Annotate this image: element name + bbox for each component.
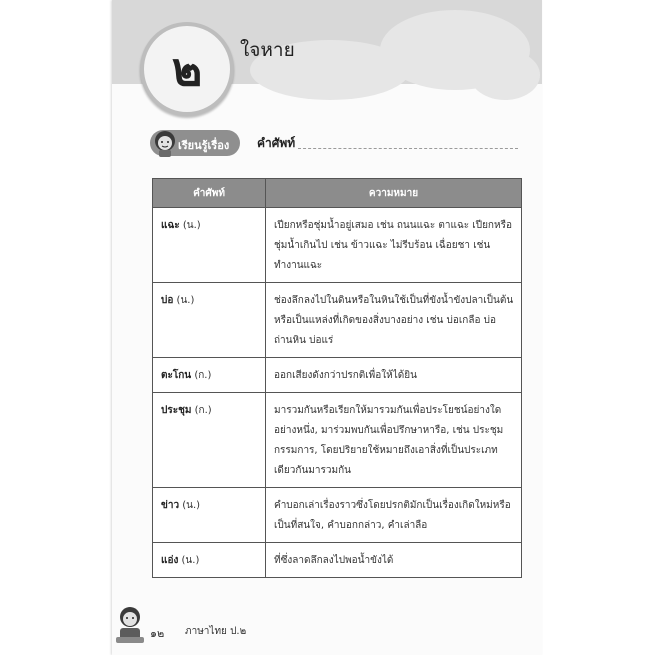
part-of-speech: (ก.) bbox=[194, 370, 212, 381]
meaning-cell: คำบอกเล่าเรื่องราวซึ่งโดยปรกติมักเป็นเรื่องเกิดใหม่หรือเป็นที่สนใจ, คำบอกกล่าว, คำเล่าลือ bbox=[266, 488, 522, 543]
vocab-word: บ่อ bbox=[161, 295, 174, 306]
vocab-word: ตะโกน bbox=[161, 370, 192, 381]
vocab-word: แอ่ง bbox=[161, 555, 179, 566]
table-row bbox=[153, 283, 522, 358]
vocab-word: ประชุม bbox=[161, 405, 192, 416]
page-number: ๑๒ bbox=[150, 627, 165, 640]
section-heading: คำศัพท์ bbox=[257, 136, 296, 150]
word-cell bbox=[153, 283, 266, 358]
footer-subject: ภาษาไทย ป.๒ bbox=[185, 626, 247, 637]
part-of-speech: (น.) bbox=[182, 500, 201, 511]
cartoon-girl-icon bbox=[152, 128, 178, 158]
chapter-number: ๒ bbox=[171, 42, 203, 96]
part-of-speech: (ก.) bbox=[194, 405, 212, 416]
section-label: เรียนรู้เรื่อง bbox=[178, 139, 230, 152]
vocabulary-table bbox=[152, 178, 522, 578]
table-row bbox=[153, 488, 522, 543]
table-row bbox=[153, 208, 522, 283]
meaning-cell: เปียกหรือชุ่มน้ำอยู่เสมอ เช่น ถนนแฉะ ตาแฉะ เปียกหรือชุ่มน้ำเกินไป เช่น ข้าวแฉะ ไม่รีบร้อน เฉื่อยชา เช่น ทำงานแฉะ bbox=[266, 208, 522, 283]
part-of-speech: (น.) bbox=[176, 295, 195, 306]
word-cell bbox=[153, 208, 266, 283]
meaning-cell: ช่องลึกลงไปในดินหรือในหินใช้เป็นที่ขังน้ำขังปลาเป็นต้น หรือเป็นแหล่งที่เกิดของสิ่งบางอย่าง เช่น บ่อเกลือ บ่อถ่านหิน บ่อแร่ bbox=[266, 283, 522, 358]
section-header bbox=[150, 128, 520, 158]
word-cell bbox=[153, 358, 266, 393]
chapter-badge bbox=[140, 22, 234, 116]
section-divider bbox=[298, 148, 518, 149]
header-cloud bbox=[470, 50, 540, 100]
column-header-word: คำศัพท์ bbox=[153, 179, 266, 208]
chapter-title: ใจหาย bbox=[240, 39, 295, 61]
word-cell bbox=[153, 543, 266, 578]
part-of-speech: (น.) bbox=[182, 220, 201, 231]
table-row bbox=[153, 393, 522, 488]
part-of-speech: (น.) bbox=[181, 555, 200, 566]
vocab-word: แฉะ bbox=[161, 220, 180, 231]
vocab-word: ข่าว bbox=[161, 500, 180, 511]
table-row bbox=[153, 358, 522, 393]
meaning-cell: ที่ซึ่งลาดลึกลงไปพอน้ำขังได้ bbox=[266, 543, 522, 578]
word-cell bbox=[153, 393, 266, 488]
table-row bbox=[153, 543, 522, 578]
meaning-cell: ออกเสียงดังกว่าปรกติเพื่อให้ได้ยิน bbox=[266, 358, 522, 393]
meaning-cell: มารวมกันหรือเรียกให้มารวมกันเพื่อประโยชน์อย่างใดอย่างหนึ่ง, มาร่วมพบกันเพื่อปรึกษาหารือ, เช่น ประชุมกรรมการ, โดยปริยายใช้หมายถึงเอาสิ่งที่เป็นประเภทเดียวกันมารวมกัน bbox=[266, 393, 522, 488]
word-cell bbox=[153, 488, 266, 543]
column-header-meaning: ความหมาย bbox=[266, 179, 522, 208]
cartoon-boy-icon bbox=[112, 603, 148, 645]
table-header-row bbox=[153, 179, 522, 208]
